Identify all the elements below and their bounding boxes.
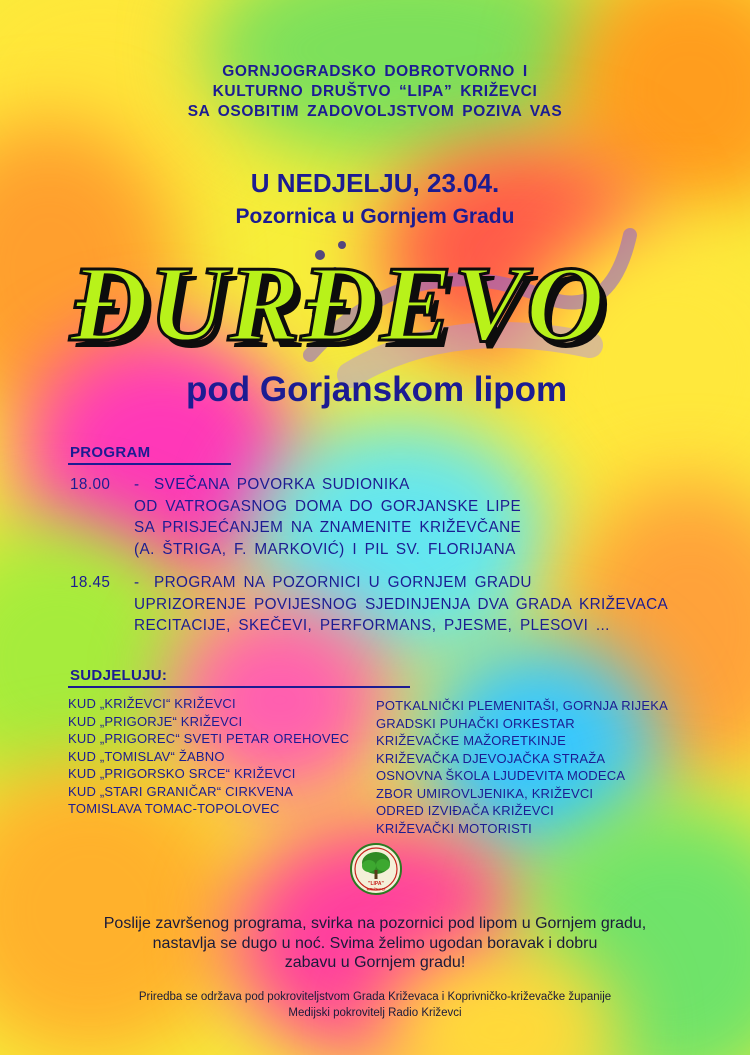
closing-message bbox=[70, 914, 680, 973]
event-venue: Pozornica u Gornjem Gradu bbox=[235, 205, 515, 228]
program-item-1 bbox=[70, 474, 521, 560]
closing-line: Poslije završenog programa, svirka na pozornici pod lipom u Gornjem gradu, bbox=[103, 915, 647, 932]
logo-text-top: "LIPA" bbox=[368, 881, 384, 887]
event-date: U NEDJELJU, 23.04. bbox=[250, 168, 500, 198]
participant-item: ODRED IZVIĐAČA KRIŽEVCI bbox=[376, 803, 554, 818]
participants-right-list bbox=[376, 697, 668, 837]
footer-line: Medijski pokrovitelj Radio Križevci bbox=[288, 1006, 462, 1019]
participant-item: KUD „KRIŽEVCI“ KRIŽEVCI bbox=[68, 696, 236, 711]
program-time: 18.45 bbox=[70, 574, 111, 591]
participant-item: OSNOVNA ŠKOLA LJUDEVITA MODECA bbox=[376, 768, 626, 783]
program-line: OD VATROGASNOG DOMA DO GORJANSKE LIPE bbox=[134, 497, 522, 515]
participants-heading-rule bbox=[68, 686, 410, 688]
participant-item: KRIŽEVAČKA DJEVOJAČKA STRAŽA bbox=[376, 750, 606, 766]
participant-item: TOMISLAVA TOMAC-TOPOLOVEC bbox=[68, 801, 280, 816]
footer-sponsors bbox=[70, 990, 680, 1021]
participant-item: KRIŽEVAČKI MOTORISTI bbox=[376, 820, 532, 836]
program-line: PROGRAM NA POZORNICI U GORNJEM GRADU bbox=[154, 574, 532, 591]
header-line-3: SA OSOBITIM ZADOVOLJSTVOM POZIVA VAS bbox=[187, 103, 563, 120]
participant-item: KUD „PRIGORSKO SRCE“ KRIŽEVCI bbox=[68, 766, 296, 781]
closing-line: zabavu u Gornjem gradu! bbox=[284, 954, 466, 971]
logo-text-bottom: KRIŽEVCI bbox=[366, 886, 386, 892]
program-item-2 bbox=[70, 572, 668, 637]
program-time: 18.00 bbox=[70, 476, 111, 493]
participant-item: KUD „TOMISLAV“ ŽABNO bbox=[68, 748, 225, 764]
participant-item: GRADSKI PUHAČKI ORKESTAR bbox=[376, 715, 575, 731]
participant-item: KUD „PRIGOREC“ SVETI PETAR OREHOVEC bbox=[68, 731, 350, 746]
program-dash: - bbox=[134, 574, 140, 591]
participant-item: KUD „PRIGORJE“ KRIŽEVCI bbox=[68, 713, 243, 729]
event-title: ĐURĐEVO bbox=[70, 245, 606, 364]
program-line: SA PRISJEĆANJEM NA ZNAMENITE KRIŽEVČANE bbox=[134, 519, 522, 536]
participant-item: KUD „STARI GRANIČAR“ CIRKVENA bbox=[68, 783, 294, 799]
participant-item: KRIŽEVAČKE MAŽORETKINJE bbox=[376, 733, 566, 748]
participants-left-list bbox=[68, 695, 349, 818]
participant-item: ZBOR UMIROVLJENIKA, KRIŽEVCI bbox=[376, 785, 594, 801]
program-line: UPRIZORENJE POVIJESNOG SJEDINJENJA DVA GRADA KRIŽEVACA bbox=[134, 595, 669, 613]
program-line: (A. ŠTRIGA, F. MARKOVIĆ) I PIL SV. FLORIJANA bbox=[134, 540, 516, 558]
program-line: SVEČANA POVORKA SUDIONIKA bbox=[154, 476, 410, 493]
lipa-tree-logo-icon bbox=[349, 842, 403, 896]
header-line-2: KULTURNO DRUŠTVO “LIPA” KRIŽEVCI bbox=[212, 83, 538, 100]
program-dash: - bbox=[134, 476, 140, 493]
participant-item: POTKALNIČKI PLEMENITAŠI, GORNJA RIJEKA bbox=[376, 698, 668, 713]
program-heading: PROGRAM bbox=[70, 444, 151, 461]
program-line: RECITACIJE, SKEČEVI, PERFORMANS, PJESME, PLESOVI ... bbox=[134, 617, 610, 634]
program-heading-rule bbox=[68, 463, 231, 465]
participants-heading: SUDJELUJU: bbox=[70, 667, 168, 684]
footer-line: Priredba se održava pod pokroviteljstvom Grada Križevaca i Koprivničko-križevačke županije bbox=[138, 991, 612, 1003]
closing-line: nastavlja se dugo u noć. Svima želimo ugodan boravak i dobru bbox=[152, 934, 598, 952]
header-line-1: GORNJOGRADSKO DOBROTVORNO I bbox=[222, 63, 528, 80]
event-subtitle: pod Gorjanskom lipom bbox=[186, 370, 568, 409]
